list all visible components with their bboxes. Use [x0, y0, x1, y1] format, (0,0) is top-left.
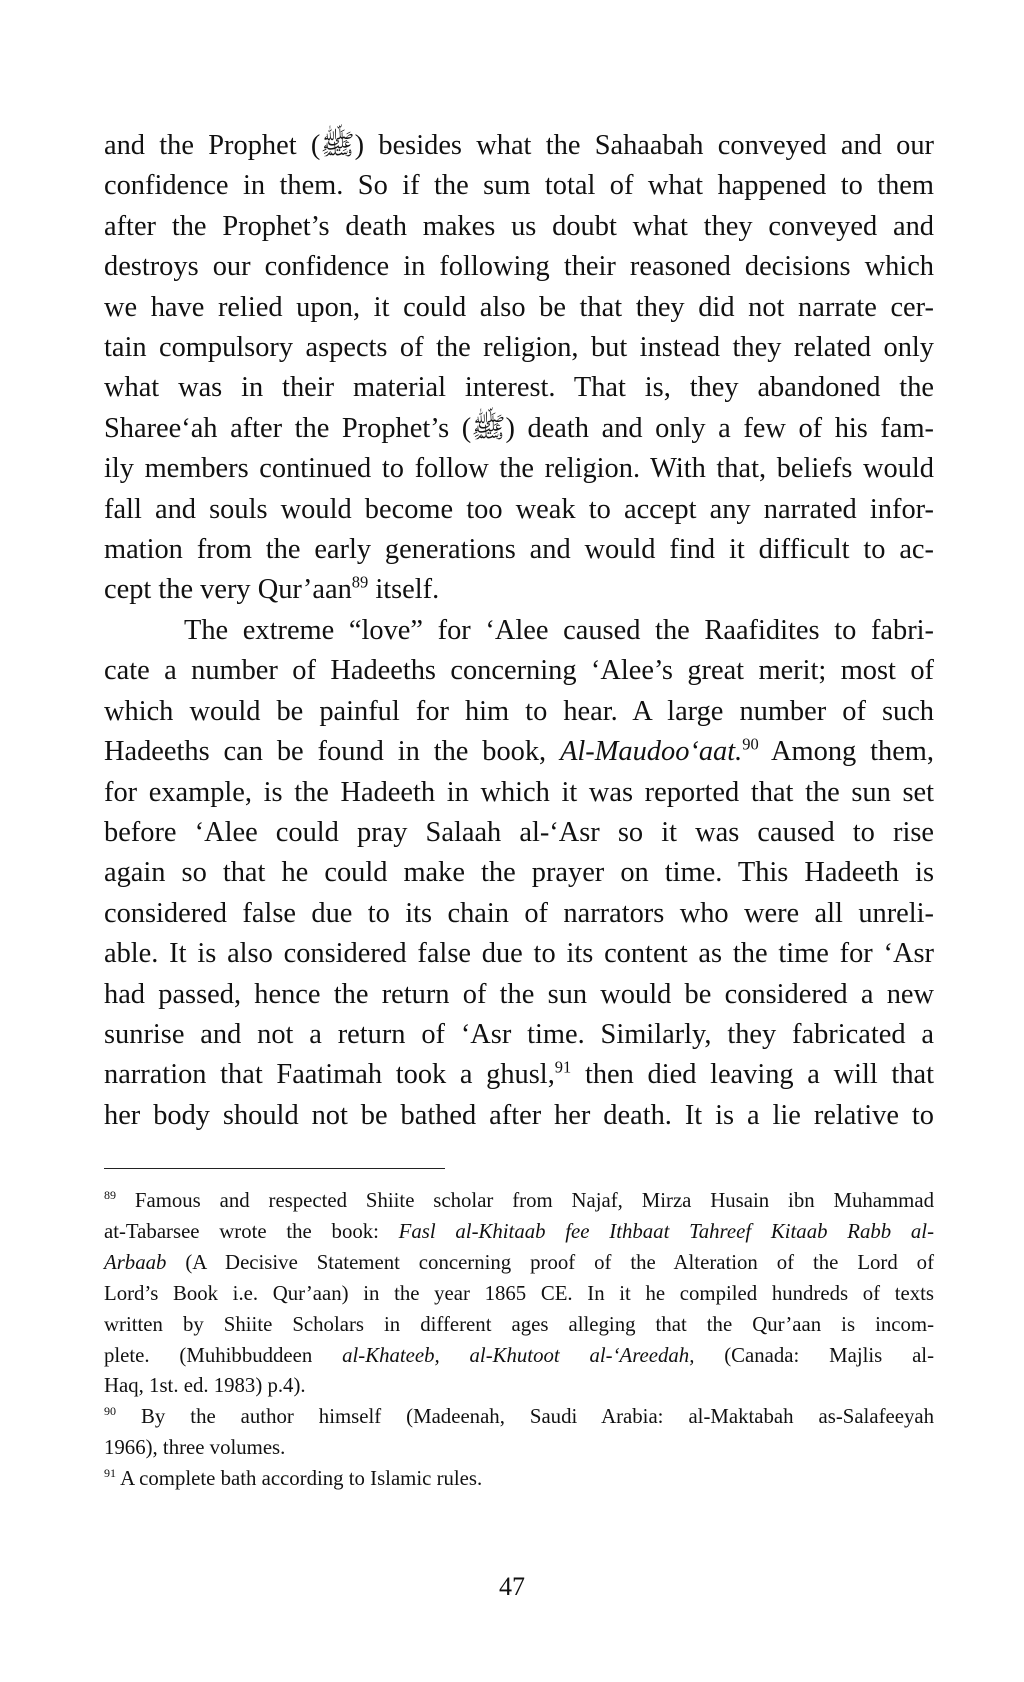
body-line: before ‘Alee could pray Salaah al-‘Asr so it was caused to rise: [104, 816, 934, 848]
footnote-89: [104, 1186, 934, 1217]
body-line: after the Prophet’s death makes us doubt what they conveyed and: [104, 210, 934, 242]
line-text: Famous and respected Shiite scholar from Najaf, Mirza Husain ibn Muhammad: [116, 1189, 934, 1212]
line-text: Hadeeths can be found in the book,: [104, 736, 561, 768]
body-line: which would be painful for him to hear. A large number of such: [104, 695, 934, 727]
footnote-line: Lord’s Book i.e. Qur’aan) in the year 1865 CE. In it he compiled hundreds of texts: [104, 1281, 934, 1305]
footnote-line: [104, 1248, 934, 1279]
line-text: narration that Faatimah took a ghusl,: [104, 1059, 555, 1091]
body-line: we have relied upon, it could also be that they did not narrate cer-: [104, 291, 934, 323]
body-line: sunrise and not a return of ‘Asr time. Similarly, they fabricated a: [104, 1018, 934, 1050]
body-line: and the Prophet (ﷺ) besides what the Sahaabah conveyed and our: [104, 130, 935, 161]
page-number: 47: [499, 1572, 525, 1601]
line-text: A complete bath according to Islamic rules.: [116, 1467, 483, 1491]
body-line: cate a number of Hadeeths concerning ‘Alee’s great merit; most of: [104, 655, 934, 687]
book-title: Fasl al-Khitaab fee Ithbaat Tahreef Kitaab Rabb al-: [398, 1219, 934, 1243]
footnote-ref-91[interactable]: 91: [554, 1057, 572, 1077]
body-line: fall and souls would become too weak to accept any narrated infor-: [104, 493, 934, 525]
line-text: Among them,: [758, 736, 934, 768]
body-line: The extreme “love” for ‘Alee caused the Raafidites to fabri-: [184, 614, 934, 646]
body-line: mation from the early generations and would find it difficult to ac-: [104, 534, 934, 566]
footnote-number: 90: [104, 1404, 117, 1419]
body-line: [104, 570, 934, 610]
line-text: (Canada: Majlis al-: [694, 1343, 934, 1367]
footnote-line: Haq, 1st. ed. 1983) p.4).: [104, 1374, 306, 1398]
body-line: again so that he could make the prayer on time. This Hadeeth is: [104, 857, 934, 889]
line-text: plete. (Muhibbuddeen: [104, 1343, 343, 1367]
body-line: tain compulsory aspects of the religion, but instead they related only: [104, 332, 934, 364]
footnote-line: [104, 1217, 934, 1248]
footnote-line: 1966), three volumes.: [104, 1436, 286, 1460]
body-line: considered false due to its chain of narrators who were all unreli-: [104, 897, 934, 929]
book-title: Arbaab: [104, 1250, 167, 1274]
book-title: Al-Maudoo‘aat.: [560, 736, 743, 768]
body-line: able. It is also considered false due to its content as the time for ‘Asr: [104, 938, 934, 970]
body-line: what was in their material interest. That is, they abandoned the: [104, 372, 934, 404]
body-line: Sharee‘ah after the Prophet’s (ﷺ) death and only a few of his fam-: [104, 412, 935, 444]
footnote-line: [104, 1341, 934, 1372]
body-line: destroys our confidence in following their reasoned decisions which: [104, 251, 934, 283]
body-line: confidence in them. So if the sum total of what happened to them: [104, 170, 934, 202]
line-text: itself.: [368, 574, 440, 606]
line-text: at-Tabarsee wrote the book:: [104, 1219, 399, 1243]
line-text: cept the very Qur’aan: [104, 574, 352, 606]
body-line: ily members continued to follow the religion. With that, beliefs would: [104, 453, 934, 485]
line-text: By the author himself (Madeenah, Saudi Arabia: al-Maktabah as-Salafeeyah: [116, 1405, 934, 1429]
footnote-ref-90[interactable]: 90: [742, 734, 759, 754]
body-line: [104, 732, 934, 772]
body-line: for example, is the Hadeeth in which it was reported that the sun set: [104, 776, 934, 808]
line-text: (A Decisive Statement concerning proof of the Alteration of the Lord of: [166, 1250, 934, 1274]
line-text: then died leaving a will that: [571, 1059, 935, 1091]
footnote-separator: [104, 1168, 445, 1169]
footnote-ref-89[interactable]: 89: [351, 573, 369, 592]
footnote-number: 89: [104, 1188, 117, 1203]
footnote-90: [104, 1402, 934, 1433]
footnote-91: [104, 1464, 934, 1495]
body-line: [104, 1055, 934, 1095]
body-line: had passed, hence the return of the sun would be considered a new: [104, 978, 934, 1010]
footnote-line: written by Shiite Scholars in different ages alleging that the Qur’aan is incom-: [104, 1312, 934, 1336]
main-text: [104, 126, 934, 1136]
footnote-number: 91: [104, 1466, 117, 1481]
footnotes: [104, 1186, 934, 1495]
body-line: her body should not be bathed after her death. It is a lie relative to: [104, 1099, 934, 1131]
book-title: al-Khateeb, al-Khutoot al-‘Areedah,: [342, 1343, 695, 1367]
